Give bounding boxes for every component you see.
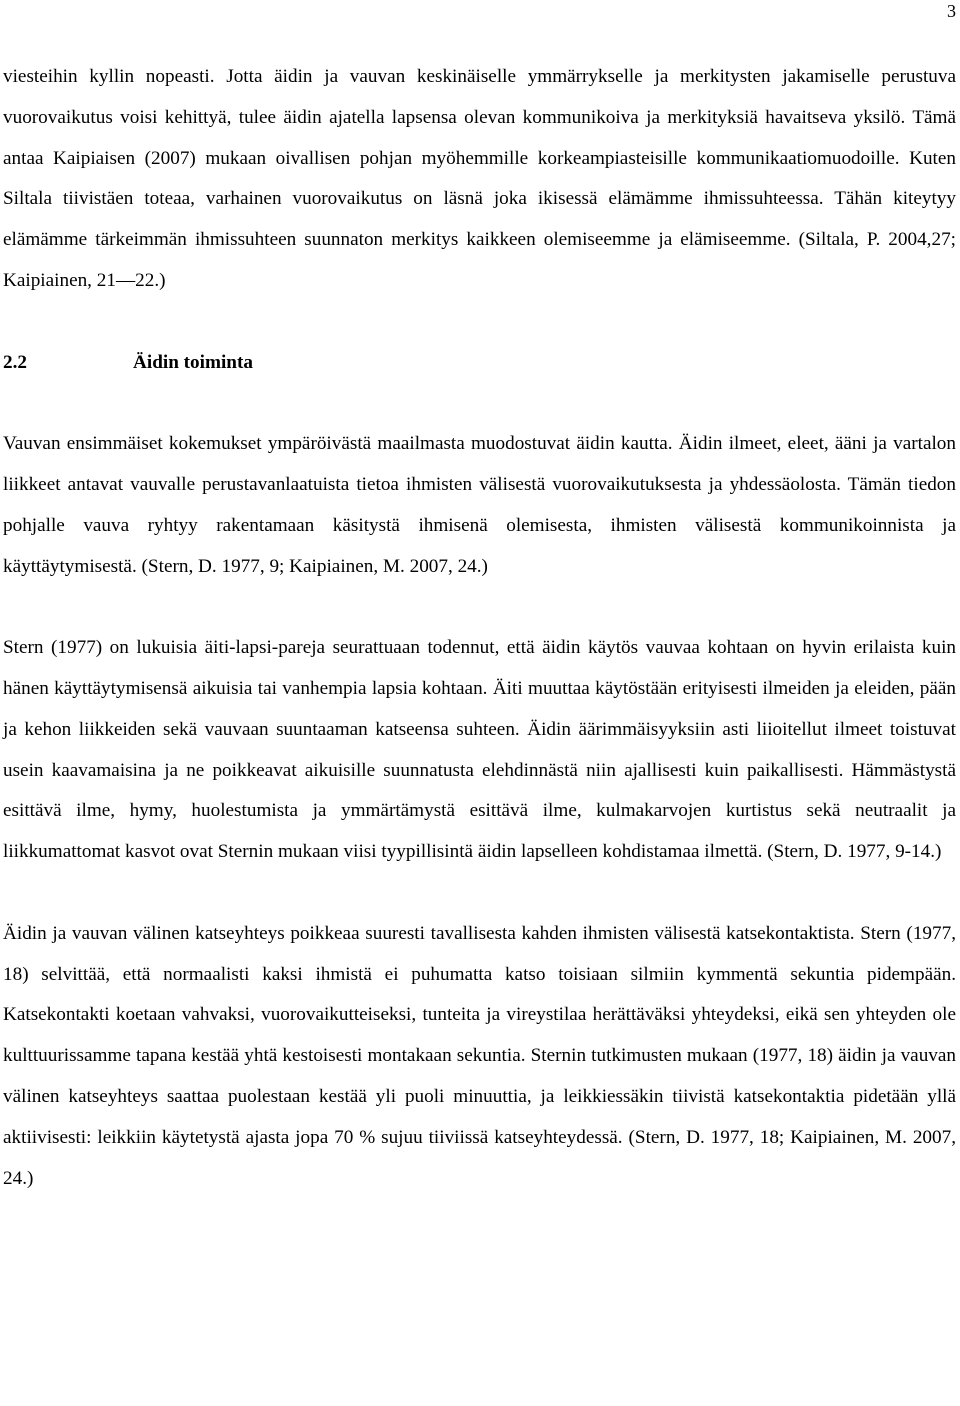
section-heading [3, 343, 956, 384]
paragraph-eye-contact: Äidin ja vauvan välinen katseyhteys poikkeaa suuresti tavallisesta kahden ihmisten välisestä katsekontaktista. Stern (1977, 18) selvittää, että normaalisti kaksi ihmistä ei puhumatta katso toisiaan silmiin kymmentä sekuntia pidempään. Katsekontakti koetaan vahvaksi, vuorovaikutteiseksi, tunteita ja vireystilaa herättäväksi yhteydeksi, eikä sen yhteyden ole kulttuurissamme tapana kestää yhtä kestoisesti montakaan sekuntia. Sternin tutkimusten mukaan (1977, 18) äidin ja vauvan välinen katseyhteys saattaa puolestaan kestää yli puoli minuuttia, ja leikkiessäkin tiivistä katsekontaktia pidetään yllä aktiivisesti: leikkiin käytetystä ajasta jopa 70 % sujuu tiiviissä katseyhteydessä. (Stern, D. 1977, 18; Kaipiainen, M. 2007, 24.) [3, 922, 956, 1189]
section-title: Äidin toiminta [133, 351, 253, 373]
paragraph-gap [3, 873, 956, 914]
paragraph-gap [3, 383, 956, 424]
paragraph-stern-observations: Stern (1977) on lukuisia äiti-lapsi-pareja seurattuaan todennut, että äidin käytös vauvaa kohtaan on hyvin erilaista kuin hänen käyttäytymisensä aikuisia tai vanhempia lapsia kohtaan. Äiti muuttaa käytöstään erityisesti ilmeiden ja eleiden, pään ja kehon liikkeiden sekä vauvaan suuntaaman katseensa suhteen. Äidin äärimmäisyyksiin asti liioitellut ilmeet toistuvat usein kaavamaisina ja ne poikkeavat aikuisille suunnatusta elehdinnästä niin ajallisesti kuin paikallisesti. Hämmästystä esittävä ilme, hymy, huolestumista ja ymmärtämystä esittävä ilme, kulmakarvojen kurtistus sekä neutraalit ja liikkumattomat kasvot ovat Sternin mukaan viisi tyypillisintä äidin lapselleen kohdistamaa ilmettä. (Stern, D. 1977, 9-14.) [3, 637, 956, 863]
paragraph-mother-expressions: Vauvan ensimmäiset kokemukset ympäröivästä maailmasta muodostuvat äidin kautta. Äidin ilmeet, eleet, ääni ja vartalon liikkeet antavat vauvalle perustavanlaatuista tietoa ihmisten välisestä vuorovaikutuksesta ja yhdessäolosta. Tämän tiedon pohjalle vauva ryhtyy rakentamaan käsitystä ihmisenä olemisesta, ihmisten välisestä kommunikoinnista ja käyttäytymisestä. (Stern, D. 1977, 9; Kaipiainen, M. 2007, 24.) [3, 433, 956, 577]
page-number: 3 [947, 1, 956, 21]
section-number: 2.2 [3, 351, 27, 373]
paragraph-gap [3, 302, 956, 343]
paragraph-continuation: viesteihin kyllin nopeasti. Jotta äidin ja vauvan keskinäiselle ymmärrykselle ja merkitysten jakamiselle perustuva vuorovaikutus voisi kehittyä, tulee äidin ajatella lapsensa olevan kommunikoiva ja merkityksiä havaitseva yksilö. Tämä antaa Kaipiaisen (2007) mukaan oivallisen pohjan myöhemmille korkeampiasteisille kommunikaatiomuodoille. Kuten Siltala tiivistäen toteaa, varhainen vuorovaikutus on läsnä joka ikisessä elämämme ihmissuhteessa. Tähän kiteytyy elämämme tärkeimmän ihmissuhteen suunnaton merkitys kaikkeen olemiseemme ja elämiseemme. (Siltala, P. 2004,27; Kaipiainen, 21—22.) [3, 66, 956, 291]
page-content [3, 57, 956, 1199]
paragraph-gap [3, 587, 956, 628]
